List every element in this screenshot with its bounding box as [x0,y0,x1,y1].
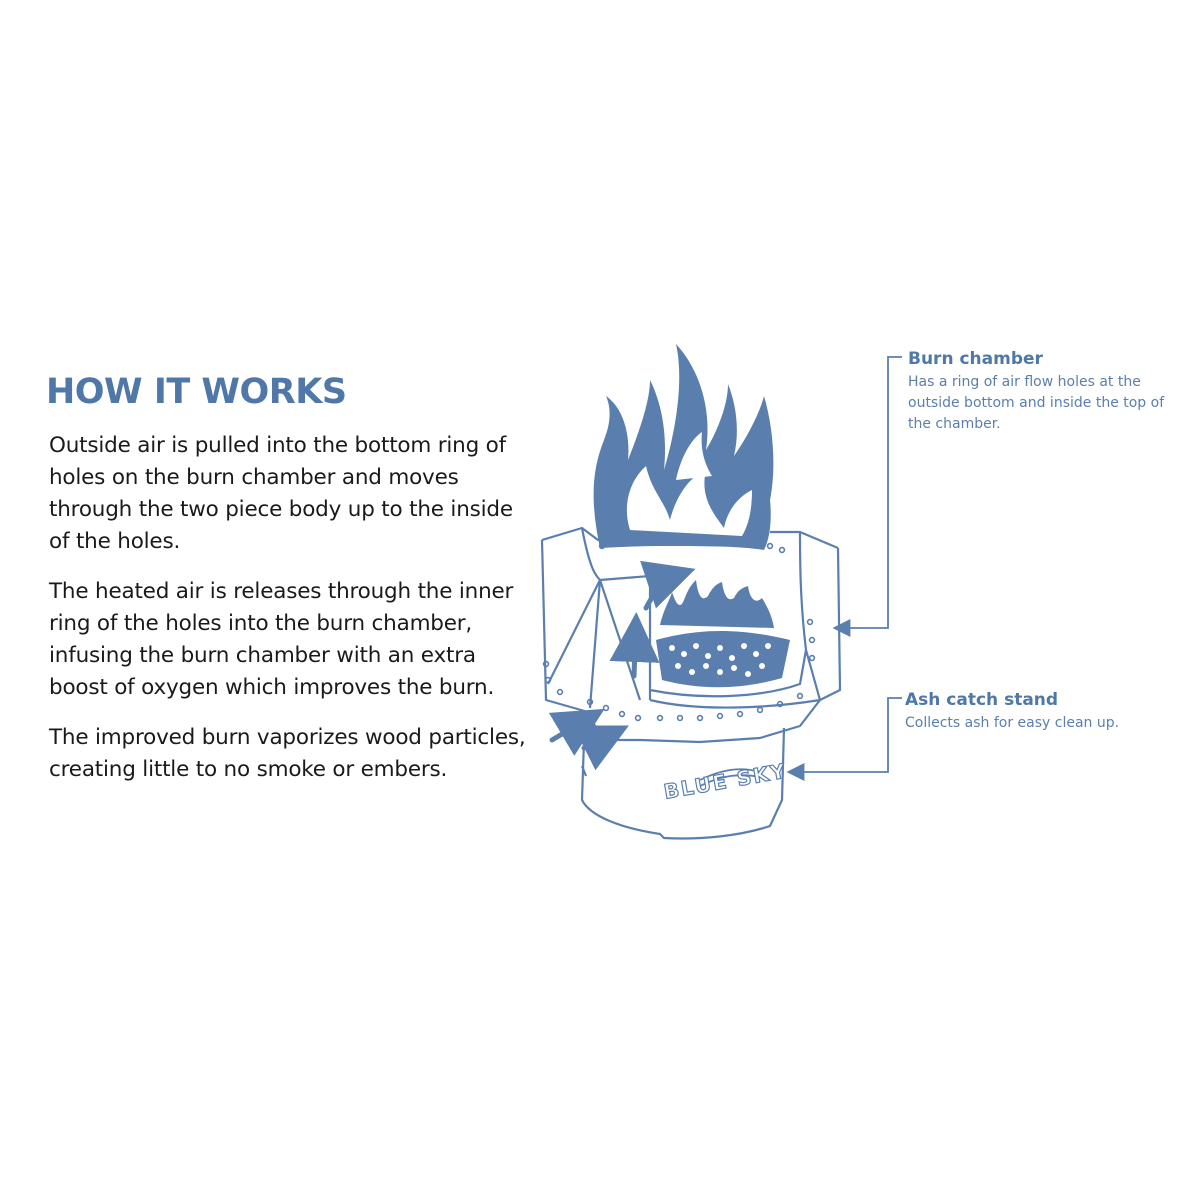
callout-ash-catch-title: Ash catch stand [905,690,1059,710]
callout-burn-chamber-title: Burn chamber [908,349,1043,369]
pointer-arrow-icon [790,357,902,772]
callout-ash-catch-description: Collects ash for easy clean up. [905,715,1120,731]
paragraph-heated-air: The heated air is releases through the inner ring of the holes into the burn chamber, infusing the burn chamber with an extra boost of oxygen which improves the burn. [49,579,514,700]
paragraph-improved-burn: The improved burn vaporizes wood particles, creating little to no smoke or embers. [49,725,526,782]
callout-burn-chamber-description: Has a ring of air flow holes at the outside bottom and inside the top of the chamber. [908,374,1165,432]
brand-mark: BLUE SKY [661,758,789,804]
inner-fire [656,580,790,687]
paragraph-intake: Outside air is pulled into the bottom ring of holes on the burn chamber and moves through the two piece body up to the inside of the holes. [49,433,513,554]
flame-icon [594,344,774,550]
intake-arrow-icon [552,714,620,748]
page-title: HOW IT WORKS [46,372,347,412]
